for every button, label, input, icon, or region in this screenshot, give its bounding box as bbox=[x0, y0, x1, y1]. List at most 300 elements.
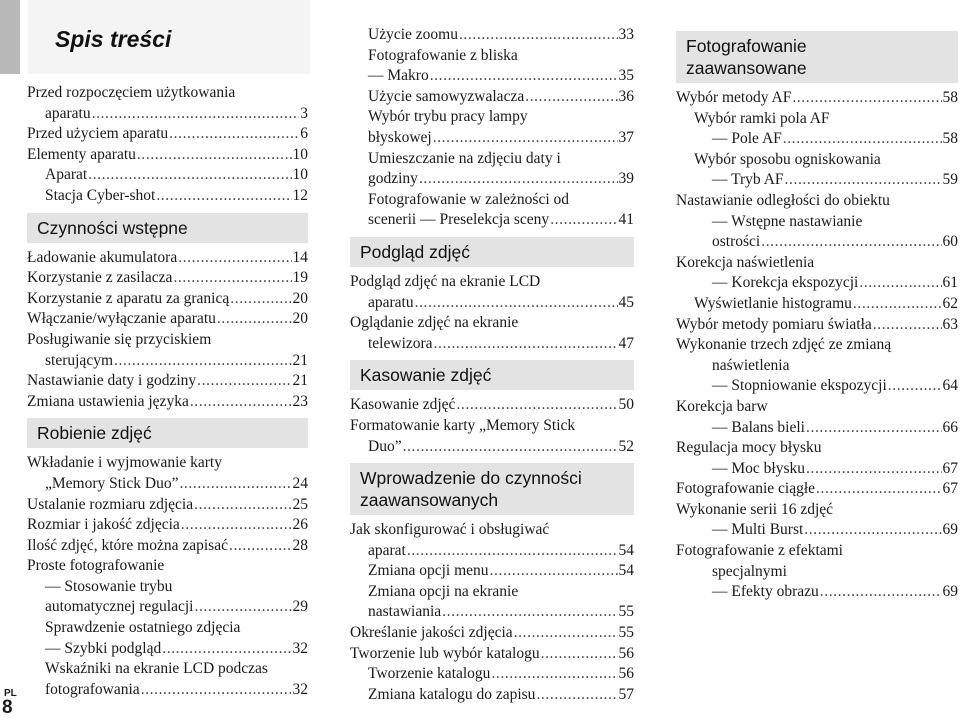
toc-entry-line bbox=[27, 392, 308, 413]
toc-entry-line bbox=[350, 149, 634, 170]
toc-entry-line bbox=[27, 309, 308, 330]
side-tab-bar bbox=[0, 0, 20, 74]
dot-leader bbox=[456, 395, 617, 416]
toc-page-number: 25 bbox=[292, 495, 308, 513]
toc-page-number: 10 bbox=[292, 145, 308, 163]
toc-entry-line bbox=[350, 210, 634, 231]
toc-entry-line bbox=[350, 541, 634, 562]
toc-entry[interactable] bbox=[350, 190, 634, 231]
toc-entry[interactable] bbox=[27, 495, 308, 516]
toc-entry-text: Formatowanie karty „Memory Stick bbox=[350, 416, 576, 434]
toc-entry[interactable] bbox=[27, 659, 308, 700]
toc-entry-line bbox=[350, 602, 634, 623]
toc-entry-text: aparatu bbox=[45, 104, 91, 122]
section-heading-text: Robienie zdjęć bbox=[37, 423, 152, 444]
dot-leader bbox=[141, 680, 292, 701]
toc-entry-text: — Wstępne nastawianie bbox=[712, 212, 863, 230]
toc-page-number: 20 bbox=[292, 289, 308, 307]
toc-entry-line bbox=[676, 397, 958, 418]
section-heading bbox=[350, 360, 634, 390]
toc-column-3 bbox=[676, 25, 958, 603]
toc-page-number: 63 bbox=[942, 315, 958, 333]
dot-leader bbox=[419, 169, 618, 190]
toc-entry[interactable] bbox=[350, 107, 634, 148]
toc-page-number: 35 bbox=[618, 67, 634, 85]
toc-entry-line bbox=[676, 315, 958, 336]
dot-leader bbox=[181, 515, 292, 536]
toc-page-number: 64 bbox=[942, 377, 958, 395]
toc-entry-text: Nastawianie daty i godziny bbox=[27, 372, 197, 390]
toc-entry[interactable] bbox=[27, 556, 308, 618]
toc-entry[interactable] bbox=[27, 268, 308, 289]
toc-entry-text: Regulacja mocy błysku bbox=[676, 439, 822, 457]
toc-page-number: 41 bbox=[618, 211, 634, 229]
toc-entry-line bbox=[27, 186, 308, 207]
toc-page-number: 39 bbox=[618, 170, 634, 188]
section-heading-text: Kasowanie zdjęć bbox=[360, 365, 492, 386]
toc-entry-text: Fotografowanie z bliska bbox=[368, 46, 518, 64]
toc-column-2 bbox=[350, 25, 634, 705]
dot-leader bbox=[434, 334, 618, 355]
toc-entry-line bbox=[27, 351, 308, 372]
dot-leader bbox=[114, 351, 291, 372]
toc-entry-line bbox=[350, 644, 634, 665]
toc-entry[interactable] bbox=[676, 294, 958, 315]
toc-entry[interactable] bbox=[676, 109, 958, 150]
dot-leader bbox=[433, 128, 618, 149]
toc-entry[interactable] bbox=[676, 191, 958, 253]
toc-entry-line bbox=[27, 145, 308, 166]
dot-leader bbox=[415, 293, 618, 314]
toc-entry-text: Wybór trybu pracy lampy bbox=[368, 108, 528, 126]
dot-leader bbox=[169, 124, 299, 145]
dot-leader bbox=[173, 268, 291, 289]
toc-entry-line bbox=[350, 623, 634, 644]
side-tab bbox=[0, 0, 20, 717]
toc-entry[interactable] bbox=[676, 335, 958, 397]
toc-entry-line bbox=[676, 170, 958, 191]
toc-entry-text: Korzystanie z aparatu za granicą bbox=[27, 289, 230, 307]
toc-page-number: 47 bbox=[618, 334, 634, 352]
toc-entry-text: sterującym bbox=[45, 351, 114, 369]
toc-entry-text: Zmiana katalogu do zapisu bbox=[368, 685, 536, 703]
toc-entry-line bbox=[350, 190, 634, 211]
toc-entry-line bbox=[350, 416, 634, 437]
toc-entry-line bbox=[676, 582, 958, 603]
dot-leader bbox=[156, 186, 291, 207]
dot-leader bbox=[550, 210, 617, 231]
section-heading bbox=[27, 213, 308, 243]
toc-entry-line bbox=[27, 124, 308, 145]
toc-entry-text: Posługiwanie się przyciskiem bbox=[27, 330, 212, 348]
language-marker: PL bbox=[4, 688, 17, 699]
toc-entry-text: telewizora bbox=[368, 334, 433, 352]
dot-leader bbox=[230, 289, 291, 310]
toc-entry[interactable] bbox=[350, 416, 634, 457]
toc-entry-line bbox=[27, 453, 308, 474]
toc-entry-text: Oglądanie zdjęć na ekranie bbox=[350, 314, 519, 332]
toc-entry-line bbox=[676, 562, 958, 583]
toc-entry[interactable] bbox=[676, 315, 958, 336]
dot-leader bbox=[88, 165, 291, 186]
toc-page-number: 32 bbox=[292, 639, 308, 657]
toc-entry-line bbox=[676, 356, 958, 377]
toc-page-number: 61 bbox=[942, 274, 958, 292]
toc-entry-line bbox=[676, 88, 958, 109]
section-heading bbox=[350, 463, 634, 515]
toc-entry[interactable] bbox=[350, 644, 634, 665]
toc-entry-text: — Multi Burst bbox=[712, 521, 804, 539]
toc-entry-text: Korekcja barw bbox=[676, 397, 768, 415]
toc-page-number: 21 bbox=[292, 351, 308, 369]
toc-entry-text: Wybór metody AF bbox=[676, 89, 792, 106]
toc-entry-text: Duo” bbox=[368, 437, 402, 455]
section-heading bbox=[676, 31, 958, 83]
toc-entry[interactable] bbox=[350, 46, 634, 87]
dot-leader bbox=[792, 88, 941, 109]
toc-entry-line bbox=[676, 150, 958, 171]
toc-entry-line bbox=[350, 25, 634, 46]
toc-entry-text: Ilość zdjęć, które można zapisać bbox=[27, 536, 228, 554]
toc-entry-text: Elementy aparatu bbox=[27, 145, 136, 163]
dot-leader bbox=[804, 520, 941, 541]
toc-entry-line bbox=[676, 335, 958, 356]
toc-entry[interactable] bbox=[27, 515, 308, 536]
section-heading-text: Wprowadzenie do czynności bbox=[360, 468, 582, 489]
toc-page-number: 24 bbox=[292, 474, 308, 492]
toc-entry[interactable] bbox=[350, 561, 634, 582]
toc-page-number: 29 bbox=[292, 598, 308, 616]
toc-entry-text: specjalnymi bbox=[712, 562, 787, 580]
dot-leader bbox=[541, 644, 618, 665]
toc-entry-text: — Korekcja ekspozycji bbox=[712, 274, 859, 292]
toc-entry-line bbox=[27, 248, 308, 269]
toc-entry-text: Wykonanie trzech zdjęć ze zmianą bbox=[676, 336, 892, 354]
toc-page-number: 33 bbox=[618, 26, 634, 43]
toc-entry-text: Korekcja naświetlenia bbox=[676, 253, 815, 271]
toc-entry-line bbox=[350, 293, 634, 314]
toc-entry-line bbox=[676, 212, 958, 233]
toc-entry[interactable] bbox=[350, 623, 634, 644]
toc-page-number: 36 bbox=[618, 87, 634, 105]
toc-entry-text: Zmiana ustawienia języka bbox=[27, 392, 189, 410]
toc-entry-line bbox=[350, 685, 634, 706]
toc-entry[interactable] bbox=[27, 124, 308, 145]
toc-entry-text: Wybór sposobu ogniskowania bbox=[694, 150, 881, 168]
toc-entry-text: Tworzenie katalogu bbox=[368, 665, 491, 683]
dot-leader bbox=[853, 294, 942, 315]
toc-entry-text: Kasowanie zdjęć bbox=[350, 396, 456, 414]
section-heading-text: Podgląd zdjęć bbox=[360, 241, 470, 262]
toc-entry-line bbox=[27, 474, 308, 495]
toc-entry-line bbox=[676, 232, 958, 253]
toc-page-number: 57 bbox=[618, 685, 634, 703]
toc-entry-text: błyskowej bbox=[368, 128, 432, 146]
toc-entry-text: Zmiana opcji na ekranie bbox=[368, 582, 519, 600]
toc-page-number: 28 bbox=[292, 536, 308, 554]
toc-entry[interactable] bbox=[350, 664, 634, 685]
toc-entry-line bbox=[350, 128, 634, 149]
toc-page-number: 26 bbox=[292, 516, 308, 534]
toc-entry-line bbox=[676, 438, 958, 459]
toc-entry[interactable] bbox=[676, 253, 958, 294]
toc-entry[interactable] bbox=[27, 248, 308, 269]
toc-page-number: 6 bbox=[300, 125, 308, 143]
toc-entry-text: — Pole AF bbox=[712, 130, 782, 148]
toc-entry-line bbox=[350, 582, 634, 603]
toc-page-number: 14 bbox=[292, 248, 308, 266]
toc-page-number: 69 bbox=[942, 521, 958, 539]
toc-entry[interactable] bbox=[350, 313, 634, 354]
toc-entry-line bbox=[350, 169, 634, 190]
toc-entry-text: Użycie samowyzwalacza bbox=[368, 87, 525, 105]
toc-entry-line bbox=[676, 520, 958, 541]
toc-entry[interactable] bbox=[676, 397, 958, 438]
toc-entry[interactable] bbox=[27, 536, 308, 557]
toc-page-number: 56 bbox=[618, 665, 634, 683]
toc-entry-text: Wyświetlanie histogramu bbox=[694, 294, 852, 312]
toc-page-number: 67 bbox=[942, 459, 958, 477]
toc-entry[interactable] bbox=[27, 165, 308, 186]
toc-page-number: 3 bbox=[300, 104, 308, 122]
title-box bbox=[28, 0, 310, 74]
toc-entry-line bbox=[27, 268, 308, 289]
toc-entry-text: godziny bbox=[368, 170, 418, 188]
toc-page-number: 52 bbox=[618, 437, 634, 455]
toc-entry[interactable] bbox=[350, 25, 634, 46]
page-title: Spis treści bbox=[55, 26, 172, 52]
toc-entry[interactable] bbox=[676, 88, 958, 109]
toc-entry[interactable] bbox=[676, 150, 958, 191]
toc-entry-line bbox=[350, 46, 634, 67]
toc-entry-text: scenerii — Preselekcja sceny bbox=[368, 211, 550, 229]
toc-entry-line bbox=[350, 66, 634, 87]
toc-column-1 bbox=[27, 83, 308, 700]
toc-entry[interactable] bbox=[27, 186, 308, 207]
toc-entry-text: naświetlenia bbox=[712, 356, 790, 374]
toc-entry[interactable] bbox=[350, 685, 634, 706]
toc-page-number: 54 bbox=[618, 541, 634, 559]
toc-entry-text: — Makro bbox=[368, 67, 429, 85]
toc-entry-text: Wybór metody pomiaru światła bbox=[676, 315, 872, 333]
toc-entry-text: — Tryb AF bbox=[712, 171, 784, 189]
toc-entry-text: Fotografowanie z efektami bbox=[676, 542, 843, 560]
toc-entry[interactable] bbox=[27, 371, 308, 392]
toc-entry[interactable] bbox=[27, 392, 308, 413]
toc-entry-line bbox=[350, 334, 634, 355]
section-heading-text: Czynności wstępne bbox=[37, 217, 188, 238]
toc-entry-text: Przed rozpoczęciem użytkowania bbox=[27, 84, 236, 101]
toc-entry-line bbox=[27, 618, 308, 639]
dot-leader bbox=[190, 392, 292, 413]
toc-entry-text: Stacja Cyber-shot bbox=[45, 186, 156, 204]
toc-entry-line bbox=[27, 165, 308, 186]
toc-entry[interactable] bbox=[27, 145, 308, 166]
toc-entry-text: ostrości bbox=[712, 233, 761, 251]
toc-page-number: 56 bbox=[618, 644, 634, 662]
section-heading-text: zaawansowanych bbox=[360, 490, 499, 511]
dot-leader bbox=[820, 582, 942, 603]
toc-entry[interactable] bbox=[676, 500, 958, 541]
toc-page-number: 50 bbox=[618, 396, 634, 414]
toc-entry-line bbox=[676, 459, 958, 480]
toc-entry-line bbox=[27, 83, 308, 104]
toc-page-number: 37 bbox=[618, 128, 634, 146]
toc-entry-text: — Moc błysku bbox=[712, 459, 805, 477]
toc-entry-text: Wkładanie i wyjmowanie karty bbox=[27, 454, 222, 472]
toc-entry[interactable] bbox=[676, 479, 958, 500]
toc-entry-line bbox=[27, 371, 308, 392]
toc-entry-text: Podgląd zdjęć na ekranie LCD bbox=[350, 272, 541, 290]
toc-page-number: 45 bbox=[618, 293, 634, 311]
toc-entry[interactable] bbox=[27, 83, 308, 124]
dot-leader bbox=[217, 309, 292, 330]
toc-page-number: 23 bbox=[292, 392, 308, 410]
toc-entry-text: Fotografowanie ciągłe bbox=[676, 480, 816, 498]
toc-entry-text: Rozmiar i jakość zdjęcia bbox=[27, 516, 180, 534]
toc-entry-line bbox=[350, 107, 634, 128]
dot-leader bbox=[92, 104, 300, 125]
section-heading bbox=[27, 418, 308, 448]
toc-entry-text: Ładowanie akumulatora bbox=[27, 248, 178, 266]
section-heading-text: Fotografowanie bbox=[686, 36, 807, 56]
toc-page-number: 69 bbox=[942, 583, 958, 601]
toc-entry-line bbox=[350, 395, 634, 416]
toc-page-number: 58 bbox=[942, 89, 958, 106]
toc-page-number: 59 bbox=[942, 171, 958, 189]
toc-entry[interactable] bbox=[350, 395, 634, 416]
toc-page-number: 19 bbox=[292, 269, 308, 287]
page-number: 8 bbox=[2, 697, 13, 718]
dot-leader bbox=[514, 623, 618, 644]
toc-entry-line bbox=[350, 664, 634, 685]
dot-leader bbox=[459, 25, 618, 46]
toc-entry-text: nastawiania bbox=[368, 603, 442, 621]
dot-leader bbox=[888, 376, 942, 397]
toc-entry-line bbox=[27, 515, 308, 536]
dot-leader bbox=[491, 664, 617, 685]
toc-page-number: 54 bbox=[618, 562, 634, 580]
dot-leader bbox=[785, 170, 942, 191]
toc-page-number: 21 bbox=[292, 372, 308, 390]
dot-leader bbox=[178, 248, 291, 269]
dot-leader bbox=[162, 639, 291, 660]
toc-entry-text: Przed użyciem aparatu bbox=[27, 125, 169, 143]
dot-leader bbox=[806, 418, 942, 439]
toc-entry-text: — Szybki podgląd bbox=[45, 639, 162, 657]
toc-entry-line bbox=[676, 418, 958, 439]
toc-entry-line bbox=[27, 577, 308, 598]
dot-leader bbox=[403, 437, 618, 458]
dot-leader bbox=[816, 479, 941, 500]
toc-entry-text: Nastawianie odległości do obiektu bbox=[676, 191, 890, 209]
toc-entry-text: automatycznej regulacji bbox=[45, 598, 194, 616]
toc-entry[interactable] bbox=[27, 309, 308, 330]
toc-entry-text: — Balans bieli bbox=[712, 418, 805, 436]
toc-entry-text: Zmiana opcji menu bbox=[368, 562, 489, 580]
toc-entry-line bbox=[350, 87, 634, 108]
toc-entry-text: Wykonanie serii 16 zdjęć bbox=[676, 500, 834, 518]
dot-leader bbox=[430, 66, 618, 87]
toc-entry[interactable] bbox=[27, 289, 308, 310]
toc-page-number: 55 bbox=[618, 603, 634, 621]
toc-entry-text: „Memory Stick Duo” bbox=[45, 474, 179, 492]
toc-entry-line bbox=[27, 659, 308, 680]
toc-entry-line bbox=[27, 289, 308, 310]
toc-entry-text: Tworzenie lub wybór katalogu bbox=[350, 644, 540, 662]
dot-leader bbox=[194, 597, 291, 618]
toc-entry-text: Wskaźniki na ekranie LCD podczas bbox=[45, 660, 268, 678]
toc-entry-line bbox=[350, 313, 634, 334]
toc-entry-text: Użycie zoomu bbox=[368, 26, 458, 43]
toc-page-number: 60 bbox=[942, 233, 958, 251]
toc-entry-line bbox=[676, 376, 958, 397]
toc-entry-line bbox=[27, 556, 308, 577]
toc-entry-line bbox=[350, 272, 634, 293]
toc-page-number: 10 bbox=[292, 166, 308, 184]
toc-entry-line bbox=[27, 104, 308, 125]
toc-entry-line bbox=[676, 253, 958, 274]
toc-entry-text: — Stosowanie trybu bbox=[45, 577, 173, 595]
toc-entry-line bbox=[350, 561, 634, 582]
toc-entry-text: Wybór ramki pola AF bbox=[694, 109, 830, 127]
toc-entry-line bbox=[350, 437, 634, 458]
toc-entry-line bbox=[27, 639, 308, 660]
toc-entry-line bbox=[27, 680, 308, 701]
toc-entry-line bbox=[676, 479, 958, 500]
toc-entry[interactable] bbox=[27, 330, 308, 371]
toc-entry-line bbox=[676, 191, 958, 212]
dot-leader bbox=[859, 273, 941, 294]
toc-entry-text: Sprawdzenie ostatniego zdjęcia bbox=[45, 619, 241, 637]
toc-entry-text: — Efekty obrazu bbox=[712, 583, 819, 601]
toc-entry[interactable] bbox=[350, 87, 634, 108]
toc-entry[interactable] bbox=[676, 438, 958, 479]
toc-entry-text: fotografowania bbox=[45, 680, 140, 698]
dot-leader bbox=[525, 87, 617, 108]
toc-page-number: 62 bbox=[942, 294, 958, 312]
toc-entry-text: Jak skonfigurować i obsługiwać bbox=[350, 521, 550, 539]
toc-entry-line bbox=[27, 330, 308, 351]
toc-entry-text: Fotografowanie w zależności od bbox=[368, 190, 570, 208]
toc-entry-line bbox=[27, 495, 308, 516]
dot-leader bbox=[197, 371, 291, 392]
toc-entry-line bbox=[350, 520, 634, 541]
toc-entry[interactable] bbox=[676, 541, 958, 603]
toc-page-number: 58 bbox=[942, 130, 958, 148]
toc-entry[interactable] bbox=[350, 149, 634, 190]
toc-entry[interactable] bbox=[27, 453, 308, 494]
toc-entry[interactable] bbox=[350, 520, 634, 561]
toc-entry-text: Określanie jakości zdjęcia bbox=[350, 624, 513, 642]
toc-entry[interactable] bbox=[350, 582, 634, 623]
section-heading-text: zaawansowane bbox=[686, 58, 807, 78]
dot-leader bbox=[407, 541, 618, 562]
toc-entry-line bbox=[676, 541, 958, 562]
dot-leader bbox=[194, 495, 291, 516]
dot-leader bbox=[873, 315, 942, 336]
toc-entry-text: Korzystanie z zasilacza bbox=[27, 269, 173, 287]
toc-entry-text: Proste fotografowanie bbox=[27, 557, 165, 575]
toc-page-number: 12 bbox=[292, 186, 308, 204]
toc-page-number: 66 bbox=[942, 418, 958, 436]
toc-entry-text: Włączanie/wyłączanie aparatu bbox=[27, 310, 216, 328]
toc-page-number: 32 bbox=[292, 680, 308, 698]
dot-leader bbox=[179, 474, 291, 495]
toc-entry[interactable] bbox=[27, 618, 308, 659]
toc-entry[interactable] bbox=[350, 272, 634, 313]
toc-entry-line bbox=[676, 129, 958, 150]
